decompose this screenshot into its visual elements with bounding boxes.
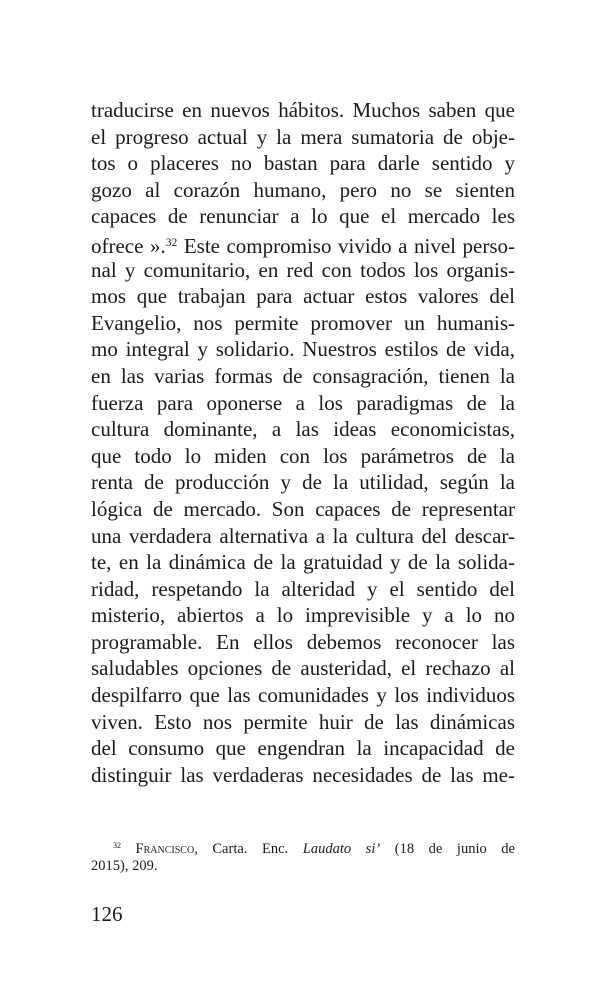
text-fragment: Este compromiso vivido a nivel perso- [183,233,516,258]
text-line: capaces de renunciar a lo que el mercado les [91,204,515,229]
main-text [91,97,515,788]
text-line: saludables opciones de austeridad, el rechazo al [91,656,515,681]
text-line: despilfarro que las comunidades y los individuos [91,683,515,708]
footnote-title: Laudato si’ [302,840,381,857]
text-line: cultura dominante, a las ideas economicistas, [91,417,515,442]
text-line: programable. En ellos debemos reconocer las [91,629,515,654]
text-line: una verdadera alternativa a la cultura del descar- [91,523,515,548]
text-line: renta de producción y de la utilidad, según la [91,470,515,495]
text-line: mo integral y solidario. Nuestros estilos de vida, [91,337,515,362]
text-line: que todo lo miden con los parámetros de la [91,443,515,468]
text-line: viven. Esto nos permite huir de las dinámicas [91,709,515,734]
text-line: del consumo que engendran la incapacidad de [91,736,515,761]
footnote-author: Francisco [135,840,195,857]
text-line: traducirse en nuevos hábitos. Muchos saben que [91,98,515,122]
footnote-text: (18 de junio de [380,840,515,857]
text-line: el progreso actual y la mera sumatoria de obje- [91,124,515,149]
text-line: ridad, respetando la alteridad y el sentido del [91,576,515,601]
footnote-number: 32 [113,841,121,850]
text-line: distinguir las verdaderas necesidades de las me- [91,762,515,787]
text-fragment: ofrece ». [91,233,166,258]
text-line: fuerza para oponerse a los paradigmas de la [91,390,515,415]
text-line: lógica de mercado. Son capaces de representar [91,496,515,521]
footnote-line [91,835,515,856]
text-line: Evangelio, nos permite promover un humanis- [91,310,515,335]
footnote-text: , Carta. Enc. [194,840,303,857]
footnote [91,835,515,877]
footnote-line: 2015), 209. [91,858,158,874]
text-line: te, en la dinámica de la gratuidad y de la solida- [91,550,515,575]
text-line: en las varias formas de consagración, tienen la [91,363,515,388]
footnote-reference: 32 [165,236,178,249]
text-line: mos que trabajan para actuar estos valores del [91,284,515,309]
text-line: gozo al corazón humano, pero no se sienten [91,177,515,202]
text-line: tos o placeres no bastan para darle sentido y [91,151,515,176]
text-line: nal y comunitario, en red con todos los organis- [91,257,515,282]
text-line [91,230,515,257]
page-number: 126 [91,902,123,926]
text-line: misterio, abiertos a lo imprevisible y a lo no [91,603,515,628]
